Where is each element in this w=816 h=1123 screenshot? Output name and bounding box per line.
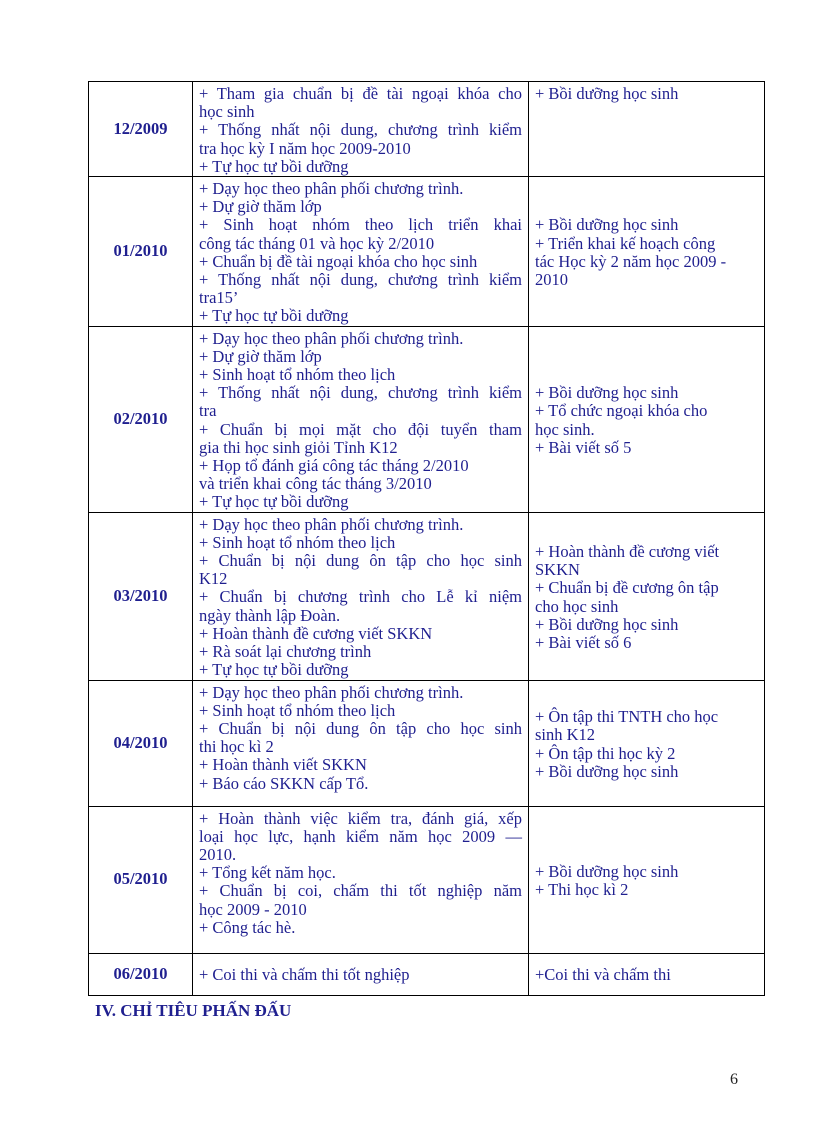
task-line: + Thống nhất nội dung, chương trình kiểm bbox=[199, 270, 522, 290]
note-line: + Bài viết số 5 bbox=[535, 437, 632, 457]
task-line: K12 bbox=[199, 569, 228, 589]
note-line: + Bồi dưỡng học sinh bbox=[535, 614, 679, 634]
note-line: tác Học kỳ 2 năm học 2009 - bbox=[535, 251, 727, 271]
notes-cell bbox=[529, 326, 765, 512]
note-line: + Tổ chức ngoại khóa cho bbox=[535, 401, 708, 421]
task-line: thi học kì 2 bbox=[199, 737, 274, 757]
notes-cell bbox=[529, 512, 765, 680]
note-line: + Ôn tập thi TNTH cho học bbox=[535, 707, 719, 727]
note-line: + Bồi dưỡng học sinh bbox=[535, 861, 679, 881]
task-line: + Thống nhất nội dung, chương trình kiểm bbox=[199, 120, 522, 140]
table-row bbox=[89, 326, 765, 512]
tasks-cell bbox=[193, 680, 529, 806]
tasks-cell bbox=[193, 512, 529, 680]
page-number: 6 bbox=[730, 1071, 738, 1088]
note-line: + Chuẩn bị đề cương ôn tập bbox=[535, 578, 719, 598]
note-line: sinh K12 bbox=[535, 725, 596, 745]
note-line: + Bồi dưỡng học sinh bbox=[535, 761, 679, 781]
task-line: + Hoàn thành viết SKKN bbox=[199, 755, 367, 775]
task-line: + Sinh hoạt nhóm theo lịch triển khai bbox=[199, 215, 522, 235]
task-line: ngày thành lập Đoàn. bbox=[199, 605, 341, 625]
note-line: SKKN bbox=[535, 560, 580, 580]
task-line: + Sinh hoạt tổ nhóm theo lịch bbox=[199, 700, 396, 720]
task-line: + Tổng kết năm học. bbox=[199, 863, 336, 883]
task-line: + Hoàn thành đề cương viết SKKN bbox=[199, 623, 433, 643]
note-line: học sinh. bbox=[535, 419, 595, 439]
task-line: + Dạy học theo phân phối chương trình. bbox=[199, 179, 464, 199]
task-line: học 2009 - 2010 bbox=[199, 899, 307, 919]
month-cell: 02/2010 bbox=[89, 326, 193, 512]
task-line: công tác tháng 01 và học kỳ 2/2010 bbox=[199, 233, 435, 253]
task-line: + Dự giờ thăm lớp bbox=[199, 346, 322, 366]
table-row bbox=[89, 953, 765, 995]
table-row bbox=[89, 806, 765, 953]
notes-cell bbox=[529, 680, 765, 806]
table-row bbox=[89, 177, 765, 327]
task-line: + Chuẩn bị mọi mặt cho đội tuyển tham bbox=[199, 419, 522, 439]
task-line: + Họp tổ đánh giá công tác tháng 2/2010 bbox=[199, 456, 469, 476]
tasks-cell bbox=[193, 326, 529, 512]
task-line: tra bbox=[199, 401, 217, 421]
task-line: tra15’ bbox=[199, 288, 239, 308]
task-line: + Sinh hoạt tổ nhóm theo lịch bbox=[199, 365, 396, 385]
table-row bbox=[89, 680, 765, 806]
task-line: + Chuẩn bị nội dung ôn tập cho học sinh bbox=[199, 718, 522, 738]
notes-cell bbox=[529, 82, 765, 177]
notes-cell bbox=[529, 177, 765, 327]
task-line: + Chuẩn bị chương trình cho Lễ kỉ niệm bbox=[199, 587, 522, 607]
task-line: + Hoàn thành việc kiểm tra, đánh giá, xếp bbox=[199, 808, 522, 828]
task-line: + Dạy học theo phân phối chương trình. bbox=[199, 682, 464, 702]
month-cell: 06/2010 bbox=[89, 953, 193, 995]
task-line: + Coi thi và chấm thi tốt nghiệp bbox=[199, 965, 410, 985]
note-line: + Thi học kì 2 bbox=[535, 880, 629, 899]
task-line: tra học kỳ I năm học 2009-2010 bbox=[199, 138, 411, 158]
task-line: + Tham gia chuẩn bị đề tài ngoại khóa cho bbox=[199, 84, 522, 103]
note-line: + Bồi dưỡng học sinh bbox=[535, 215, 679, 235]
task-line: học sinh bbox=[199, 102, 255, 122]
task-line: + Tự học tự bồi dưỡng bbox=[199, 660, 349, 680]
task-line: + Tự học tự bồi dưỡng bbox=[199, 156, 349, 176]
note-line: 2010 bbox=[535, 270, 568, 290]
task-line: + Chuẩn bị đề tài ngoại khóa cho học sinh bbox=[199, 251, 478, 271]
notes-cell bbox=[529, 806, 765, 953]
section-heading: IV. CHỈ TIÊU PHẤN ĐẤU bbox=[95, 1001, 292, 1020]
work-plan-table bbox=[88, 81, 765, 996]
tasks-cell bbox=[193, 953, 529, 995]
note-line: + Hoàn thành đề cương viết bbox=[535, 541, 720, 561]
note-line: + Bài viết số 6 bbox=[535, 632, 632, 652]
task-line: + Rà soát lại chương trình bbox=[199, 642, 372, 662]
table-row bbox=[89, 512, 765, 680]
task-line: + Sinh hoạt tổ nhóm theo lịch bbox=[199, 532, 396, 552]
task-line: + Báo cáo SKKN cấp Tổ. bbox=[199, 773, 369, 793]
month-cell: 12/2009 bbox=[89, 82, 193, 177]
note-line: + Bồi dưỡng học sinh bbox=[535, 383, 679, 403]
tasks-cell bbox=[193, 177, 529, 327]
table-row bbox=[89, 82, 765, 177]
month-cell: 04/2010 bbox=[89, 680, 193, 806]
task-line: + Tự học tự bồi dưỡng bbox=[199, 306, 349, 326]
task-line: + Dự giờ thăm lớp bbox=[199, 197, 322, 217]
task-line: + Công tác hè. bbox=[199, 917, 296, 937]
note-line: cho học sinh bbox=[535, 596, 619, 616]
month-cell: 01/2010 bbox=[89, 177, 193, 327]
tasks-cell bbox=[193, 82, 529, 177]
task-line: + Chuẩn bị nội dung ôn tập cho học sinh bbox=[199, 551, 522, 571]
task-line: + Dạy học theo phân phối chương trình. bbox=[199, 514, 464, 534]
task-line: 2010. bbox=[199, 844, 237, 864]
note-line: +Coi thi và chấm thi bbox=[535, 965, 671, 985]
tasks-cell bbox=[193, 806, 529, 953]
note-line: + Bồi dưỡng học sinh bbox=[535, 84, 679, 103]
task-line: loại học lực, hạnh kiểm năm học 2009 — bbox=[199, 826, 522, 846]
task-line: + Tự học tự bồi dưỡng bbox=[199, 492, 349, 512]
task-line: và triển khai công tác tháng 3/2010 bbox=[199, 474, 432, 494]
task-line: + Dạy học theo phân phối chương trình. bbox=[199, 328, 464, 348]
note-line: + Triển khai kế hoạch công bbox=[535, 233, 716, 253]
month-cell: 05/2010 bbox=[89, 806, 193, 953]
month-cell: 03/2010 bbox=[89, 512, 193, 680]
notes-cell bbox=[529, 953, 765, 995]
note-line: + Ôn tập thi học kỳ 2 bbox=[535, 743, 676, 763]
task-line: gia thi học sinh giỏi Tỉnh K12 bbox=[199, 437, 398, 457]
task-line: + Thống nhất nội dung, chương trình kiểm bbox=[199, 383, 522, 403]
task-line: + Chuẩn bị coi, chấm thi tốt nghiệp năm bbox=[199, 881, 522, 901]
